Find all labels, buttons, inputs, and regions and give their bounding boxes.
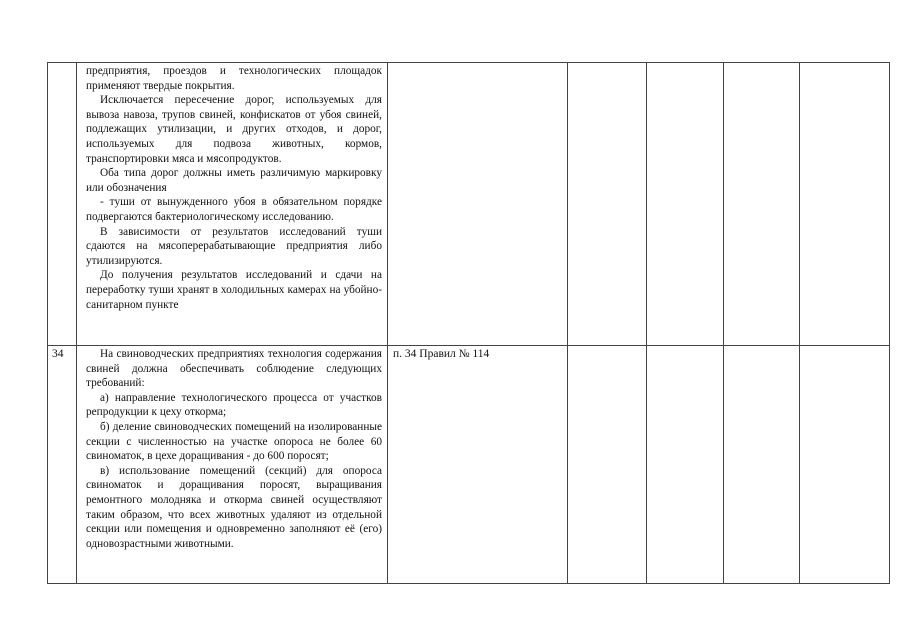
empty-cell — [800, 63, 890, 346]
requirement-paragraph: В зависимости от результатов исследований туши сдаются на мясоперерабатывающие предприятия либо утилизируются. — [86, 225, 382, 267]
row-number — [48, 63, 77, 346]
requirement-text-cell — [77, 63, 388, 346]
empty-cell — [724, 346, 800, 584]
requirement-paragraph: предприятия, проездов и технологических площадок применяют твердые покрытия. — [86, 65, 382, 92]
table-row — [48, 63, 890, 346]
empty-cell — [568, 63, 647, 346]
requirement-paragraph: - туши от вынужденного убоя в обязательном порядке подвергаются бактериологическому исследованию. — [86, 196, 382, 223]
empty-cell — [647, 63, 724, 346]
requirement-paragraph: б) деление свиноводческих помещений на изолированные секции с численностью на участке опороса не более 60 свиноматок, в цехе доращивания - до 600 поросят; — [86, 420, 382, 463]
empty-cell — [647, 346, 724, 584]
requirements-table — [47, 62, 890, 584]
reference-cell: п. 34 Правил № 114 — [388, 346, 568, 584]
requirement-paragraph: До получения результатов исследований и сдачи на переработку туши хранят в холодильных камерах на убойно-санитарном пункте — [86, 269, 382, 311]
table-row — [48, 346, 890, 584]
requirement-text-cell — [77, 346, 388, 584]
empty-cell — [724, 63, 800, 346]
row-number: 34 — [48, 346, 77, 584]
requirement-paragraph: Исключается пересечение дорог, используемых для вывоза навоза, трупов свиней, конфискатов от убоя свиней, подлежащих утилизации, и других отходов, и дорог, используемых для подвоза животных, кормов, транспортировки мяса и мясопродуктов. — [86, 94, 382, 165]
empty-cell — [568, 346, 647, 584]
requirement-paragraph: Оба типа дорог должны иметь различимую маркировку или обозначения — [86, 167, 382, 194]
requirement-paragraph: в) использование помещений (секций) для опороса свиноматок и доращивания поросят, выращивания ремонтного молодняка и откорма свиней осуществляют таким образом, что всех животных удаляют из отдельной секции или помещения и одновременно заполняют её (его) одновозрастными животными. — [86, 464, 382, 550]
reference-cell — [388, 63, 568, 346]
requirement-paragraph: а) направление технологического процесса от участков репродукции к цеху откорма; — [86, 391, 382, 419]
empty-cell — [800, 346, 890, 584]
requirement-paragraph: На свиноводческих предприятиях технология содержания свиней должна обеспечивать соблюдение следующих требований: — [86, 348, 382, 390]
